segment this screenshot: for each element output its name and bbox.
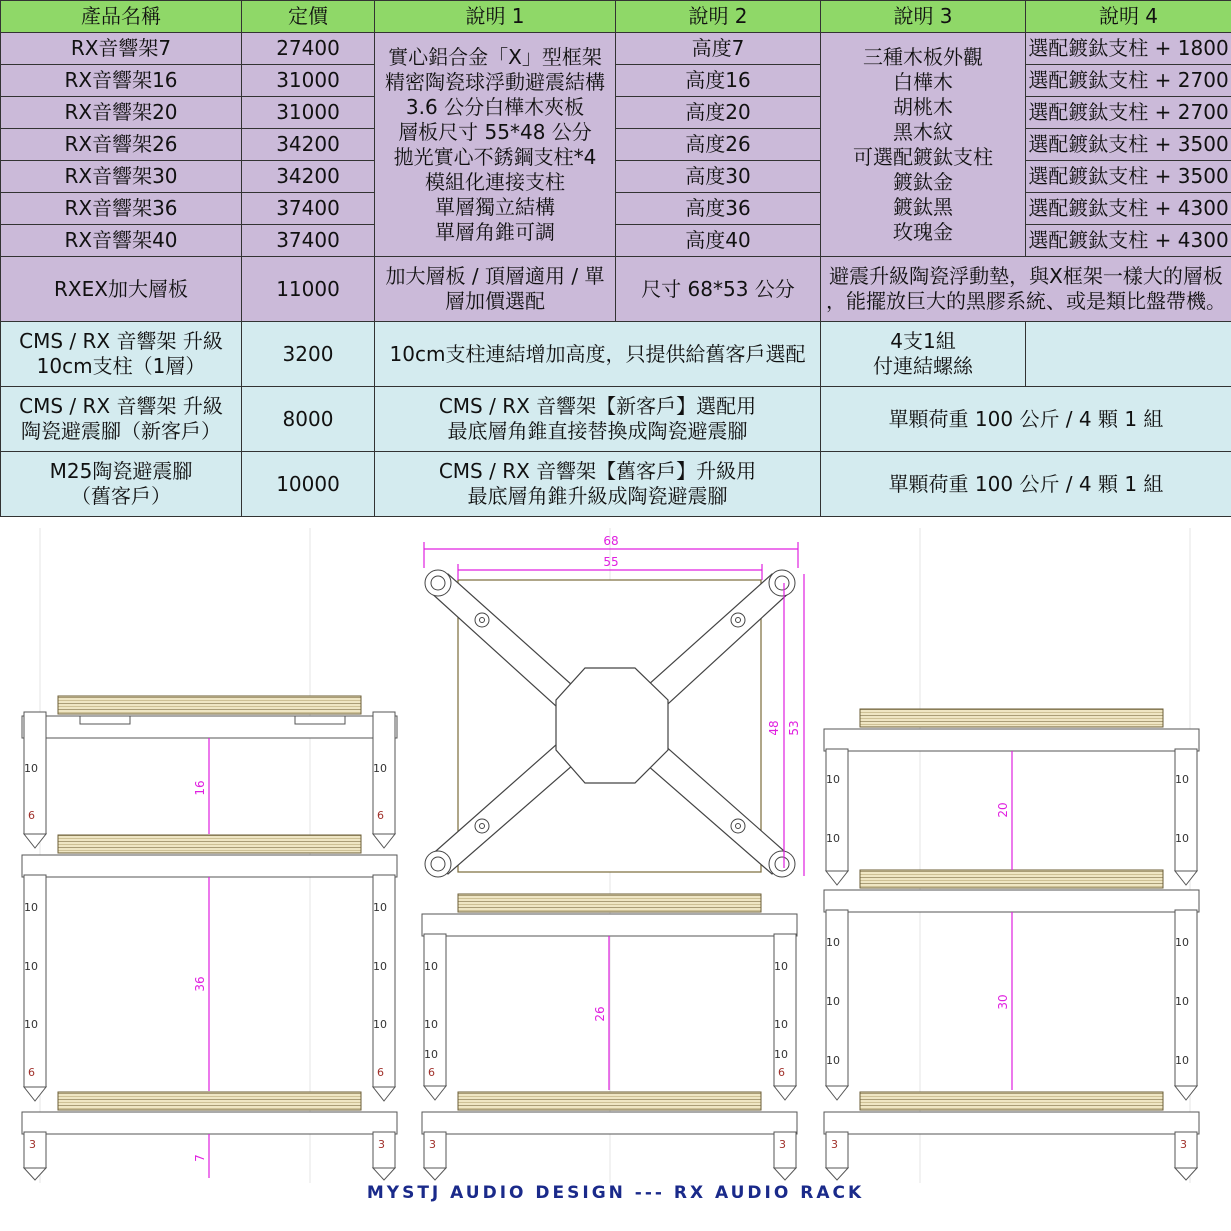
post-mark: 10 bbox=[424, 1018, 438, 1031]
header-desc-3: 說明 3 bbox=[821, 1, 1026, 33]
product-name: RX音響架30 bbox=[1, 161, 242, 193]
post-mark: 10 bbox=[373, 1018, 387, 1031]
product-price: 3200 bbox=[242, 322, 375, 387]
left-gap-top: 16 bbox=[193, 780, 207, 796]
table-row-upgrade bbox=[1, 387, 1231, 452]
product-height: 高度26 bbox=[616, 129, 821, 161]
post-mark: 10 bbox=[1175, 995, 1189, 1008]
product-price: 8000 bbox=[242, 387, 375, 452]
post-mark: 10 bbox=[1175, 936, 1189, 949]
product-price: 37400 bbox=[242, 193, 375, 225]
post-mark: 10 bbox=[774, 960, 788, 973]
dim-inner-width: 55 bbox=[603, 555, 619, 569]
table-row-rxex bbox=[1, 257, 1231, 322]
brand-footer: MYSTJ AUDIO DESIGN --- RX AUDIO RACK bbox=[366, 1183, 865, 1203]
post-mark: 10 bbox=[826, 832, 840, 845]
post-mark: 10 bbox=[373, 762, 387, 775]
post-mark: 10 bbox=[373, 960, 387, 973]
table-row-upgrade bbox=[1, 322, 1231, 387]
post-mark: 6 bbox=[28, 809, 35, 822]
table-row bbox=[1, 193, 1231, 225]
header-desc-1: 說明 1 bbox=[375, 1, 616, 33]
product-option: 選配鍍鈦支柱 + 1800 bbox=[1026, 33, 1231, 65]
dim-inner-depth: 48 bbox=[767, 720, 781, 736]
post-mark: 10 bbox=[424, 1048, 438, 1061]
post-mark: 10 bbox=[826, 773, 840, 786]
left-gap-mid: 36 bbox=[193, 976, 207, 992]
product-name: M25陶瓷避震腳 （舊客戶） bbox=[1, 452, 242, 517]
post-mark: 10 bbox=[1175, 832, 1189, 845]
upgrade-desc: CMS / RX 音響架【舊客戶】升級用 最底層角錐升級成陶瓷避震腳 bbox=[375, 452, 821, 517]
dim-outer-depth: 53 bbox=[787, 720, 801, 736]
upgrade-desc: 10cm支柱連結增加高度，只提供給舊客戶選配 bbox=[375, 322, 821, 387]
post-mark: 10 bbox=[826, 936, 840, 949]
table-row bbox=[1, 161, 1231, 193]
post-mark: 10 bbox=[24, 960, 38, 973]
product-price: 27400 bbox=[242, 33, 375, 65]
upgrade-note: 單顆荷重 100 公斤 / 4 顆 1 組 bbox=[821, 452, 1231, 517]
upgrade-note: 4支1組 付連結螺絲 bbox=[821, 322, 1026, 387]
price-table bbox=[0, 0, 1231, 517]
product-price: 31000 bbox=[242, 97, 375, 129]
product-height: 高度40 bbox=[616, 225, 821, 257]
header-product-name: 產品名稱 bbox=[1, 1, 242, 33]
product-height: 高度30 bbox=[616, 161, 821, 193]
post-mark: 10 bbox=[1175, 1054, 1189, 1067]
top-view-frame bbox=[424, 534, 804, 877]
right-rack bbox=[824, 709, 1199, 1180]
product-option: 選配鍍鈦支柱 + 3500 bbox=[1026, 161, 1231, 193]
product-option: 選配鍍鈦支柱 + 4300 bbox=[1026, 193, 1231, 225]
product-height: 高度20 bbox=[616, 97, 821, 129]
post-mark: 3 bbox=[429, 1138, 436, 1151]
post-mark: 6 bbox=[28, 1066, 35, 1079]
left-rack-shelf-mid bbox=[22, 835, 397, 877]
product-name: RX音響架26 bbox=[1, 129, 242, 161]
post-mark: 10 bbox=[774, 1048, 788, 1061]
product-name: RX音響架20 bbox=[1, 97, 242, 129]
right-gap-top: 20 bbox=[996, 802, 1010, 818]
product-price: 37400 bbox=[242, 225, 375, 257]
rxex-desc: 加大層板 / 頂層適用 / 單 層加價選配 bbox=[375, 257, 616, 322]
post-mark: 3 bbox=[29, 1138, 36, 1151]
rx-features: 實心鋁合金「X」型框架 精密陶瓷球浮動避震結構 3.6 公分白樺木夾板 層板尺寸 55*48 公分 拋光實心不銹鋼支柱*4 模組化連接支柱 單層獨立結構 單層角錐可調 bbox=[375, 33, 616, 257]
post-mark: 3 bbox=[831, 1138, 838, 1151]
post-mark: 6 bbox=[377, 809, 384, 822]
product-height: 高度16 bbox=[616, 65, 821, 97]
table-row-upgrade bbox=[1, 452, 1231, 517]
product-option: 選配鍍鈦支柱 + 2700 bbox=[1026, 97, 1231, 129]
product-height: 高度7 bbox=[616, 33, 821, 65]
header-desc-2: 說明 2 bbox=[616, 1, 821, 33]
table-row bbox=[1, 33, 1231, 65]
post-mark: 10 bbox=[24, 762, 38, 775]
product-name: RX音響架36 bbox=[1, 193, 242, 225]
product-name: RX音響架40 bbox=[1, 225, 242, 257]
product-name: RX音響架7 bbox=[1, 33, 242, 65]
product-option: 選配鍍鈦支柱 + 4300 bbox=[1026, 225, 1231, 257]
left-rack-shelf-bottom bbox=[22, 1092, 397, 1134]
rxex-size: 尺寸 68*53 公分 bbox=[616, 257, 821, 322]
upgrade-desc: CMS / RX 音響架【新客戶】選配用 最底層角錐直接替換成陶瓷避震腳 bbox=[375, 387, 821, 452]
post-mark: 10 bbox=[826, 995, 840, 1008]
header-price: 定價 bbox=[242, 1, 375, 33]
product-height: 高度36 bbox=[616, 193, 821, 225]
table-row bbox=[1, 97, 1231, 129]
product-option: 選配鍍鈦支柱 + 2700 bbox=[1026, 65, 1231, 97]
post-mark: 6 bbox=[377, 1066, 384, 1079]
dim-outer-width: 68 bbox=[603, 534, 619, 548]
product-option: 選配鍍鈦支柱 + 3500 bbox=[1026, 129, 1231, 161]
table-row bbox=[1, 225, 1231, 257]
right-gap-mid: 30 bbox=[996, 994, 1010, 1010]
upgrade-note: 單顆荷重 100 公斤 / 4 顆 1 組 bbox=[821, 387, 1231, 452]
center-gap: 26 bbox=[593, 1006, 607, 1022]
post-mark: 3 bbox=[779, 1138, 786, 1151]
post-mark: 10 bbox=[24, 901, 38, 914]
post-mark: 10 bbox=[774, 1018, 788, 1031]
product-price: 10000 bbox=[242, 452, 375, 517]
post-mark: 3 bbox=[378, 1138, 385, 1151]
post-mark: 10 bbox=[24, 1018, 38, 1031]
product-name: CMS / RX 音響架 升級 陶瓷避震腳（新客戶） bbox=[1, 387, 242, 452]
rx-finishes: 三種木板外觀 白樺木 胡桃木 黑木紋 可選配鍍鈦支柱 鍍鈦金 鍍鈦黑 玫瑰金 bbox=[821, 33, 1026, 257]
product-price: 11000 bbox=[242, 257, 375, 322]
post-mark: 10 bbox=[826, 1054, 840, 1067]
table-row bbox=[1, 129, 1231, 161]
product-price: 34200 bbox=[242, 129, 375, 161]
empty-cell bbox=[1026, 322, 1231, 387]
product-price: 34200 bbox=[242, 161, 375, 193]
product-name: RX音響架16 bbox=[1, 65, 242, 97]
left-rack-shelf-top bbox=[22, 696, 397, 738]
rxex-note: 避震升級陶瓷浮動墊，與X框架一樣大的層板 ，能擺放巨大的黑膠系統、或是類比盤帶機。 bbox=[821, 257, 1231, 322]
header-desc-4: 說明 4 bbox=[1026, 1, 1231, 33]
product-name: CMS / RX 音響架 升級 10cm支柱（1層） bbox=[1, 322, 242, 387]
post-mark: 3 bbox=[1180, 1138, 1187, 1151]
post-mark: 10 bbox=[1175, 773, 1189, 786]
table-row bbox=[1, 65, 1231, 97]
post-mark: 6 bbox=[778, 1066, 785, 1079]
product-name: RXEX加大層板 bbox=[1, 257, 242, 322]
left-foot: 7 bbox=[193, 1154, 207, 1162]
table-header bbox=[1, 1, 1231, 33]
post-mark: 6 bbox=[428, 1066, 435, 1079]
left-rack bbox=[22, 696, 397, 1180]
post-mark: 10 bbox=[424, 960, 438, 973]
post-mark: 10 bbox=[373, 901, 387, 914]
rack-drawing bbox=[0, 528, 1231, 1183]
product-price: 31000 bbox=[242, 65, 375, 97]
